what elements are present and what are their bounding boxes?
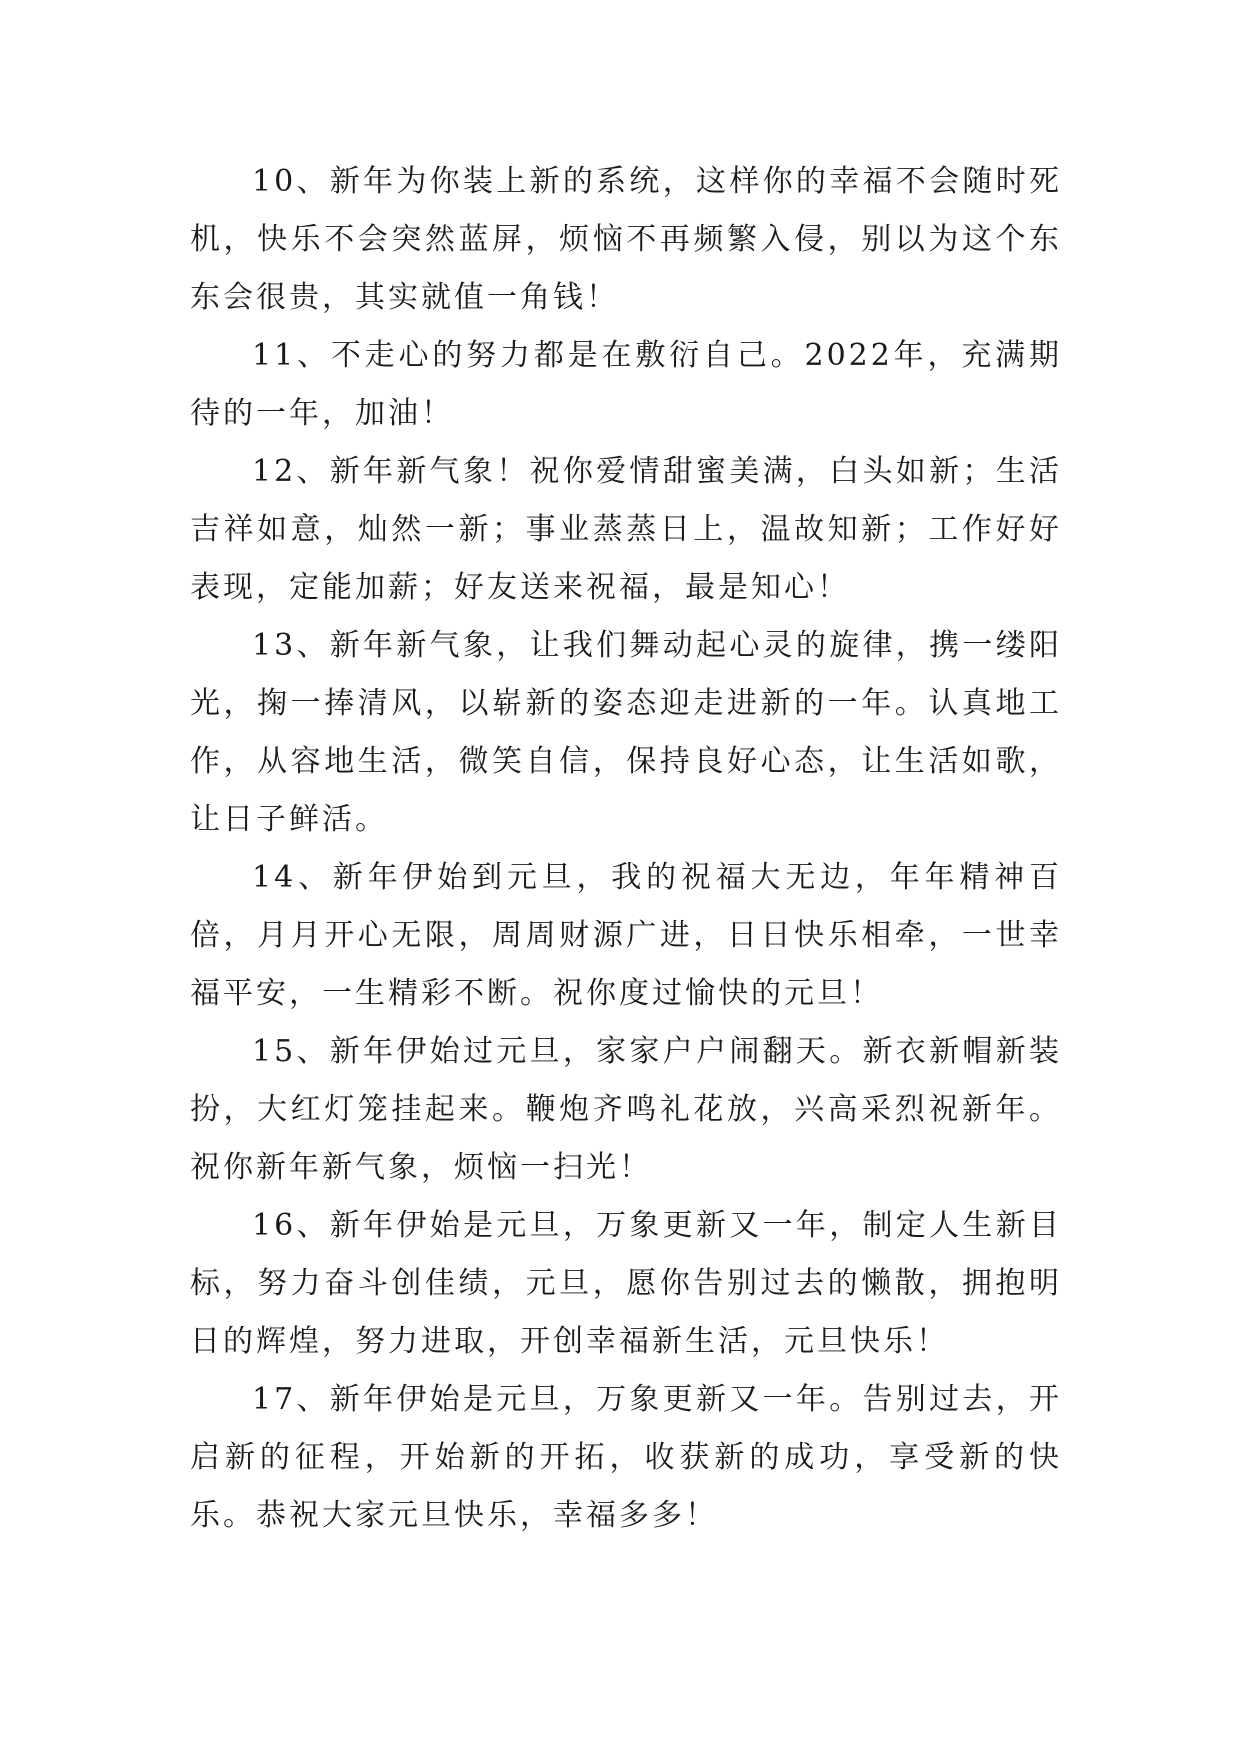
document-body: [190, 153, 1062, 1545]
paragraph-10: 10、新年为你装上新的系统，这样你的幸福不会随时死机，快乐不会突然蓝屏，烦恼不再频繁入侵，别以为这个东东会很贵，其实就值一角钱！: [190, 164, 1062, 315]
paragraph-16: 16、新年伊始是元旦，万象更新又一年，制定人生新目标，努力奋斗创佳绩，元旦，愿你告别过去的懒散，拥抱明日的辉煌，努力进取，开创幸福新生活，元旦快乐！: [190, 1208, 1062, 1359]
paragraph-11: 11、不走心的努力都是在敷衍自己。2022年，充满期待的一年，加油！: [190, 338, 1062, 431]
paragraph-12: 12、新年新气象！祝你爱情甜蜜美满，白头如新；生活吉祥如意，灿然一新；事业蒸蒸日上，温故知新；工作好好表现，定能加薪；好友送来祝福，最是知心！: [190, 454, 1062, 605]
paragraph-15: 15、新年伊始过元旦，家家户户闹翻天。新衣新帽新装扮，大红灯笼挂起来。鞭炮齐鸣礼花放，兴高采烈祝新年。祝你新年新气象，烦恼一扫光！: [190, 1034, 1062, 1185]
paragraph-14: 14、新年伊始到元旦，我的祝福大无边，年年精神百倍，月月开心无限，周周财源广进，日日快乐相牵，一世幸福平安，一生精彩不断。祝你度过愉快的元旦！: [190, 860, 1062, 1011]
paragraph-17: 17、新年伊始是元旦，万象更新又一年。告别过去，开启新的征程，开始新的开拓，收获新的成功，享受新的快乐。恭祝大家元旦快乐，幸福多多！: [190, 1382, 1062, 1533]
paragraph-13: 13、新年新气象，让我们舞动起心灵的旋律，携一缕阳光，掬一捧清风，以崭新的姿态迎走进新的一年。认真地工作，从容地生活，微笑自信，保持良好心态，让生活如歌，让日子鲜活。: [190, 628, 1062, 837]
